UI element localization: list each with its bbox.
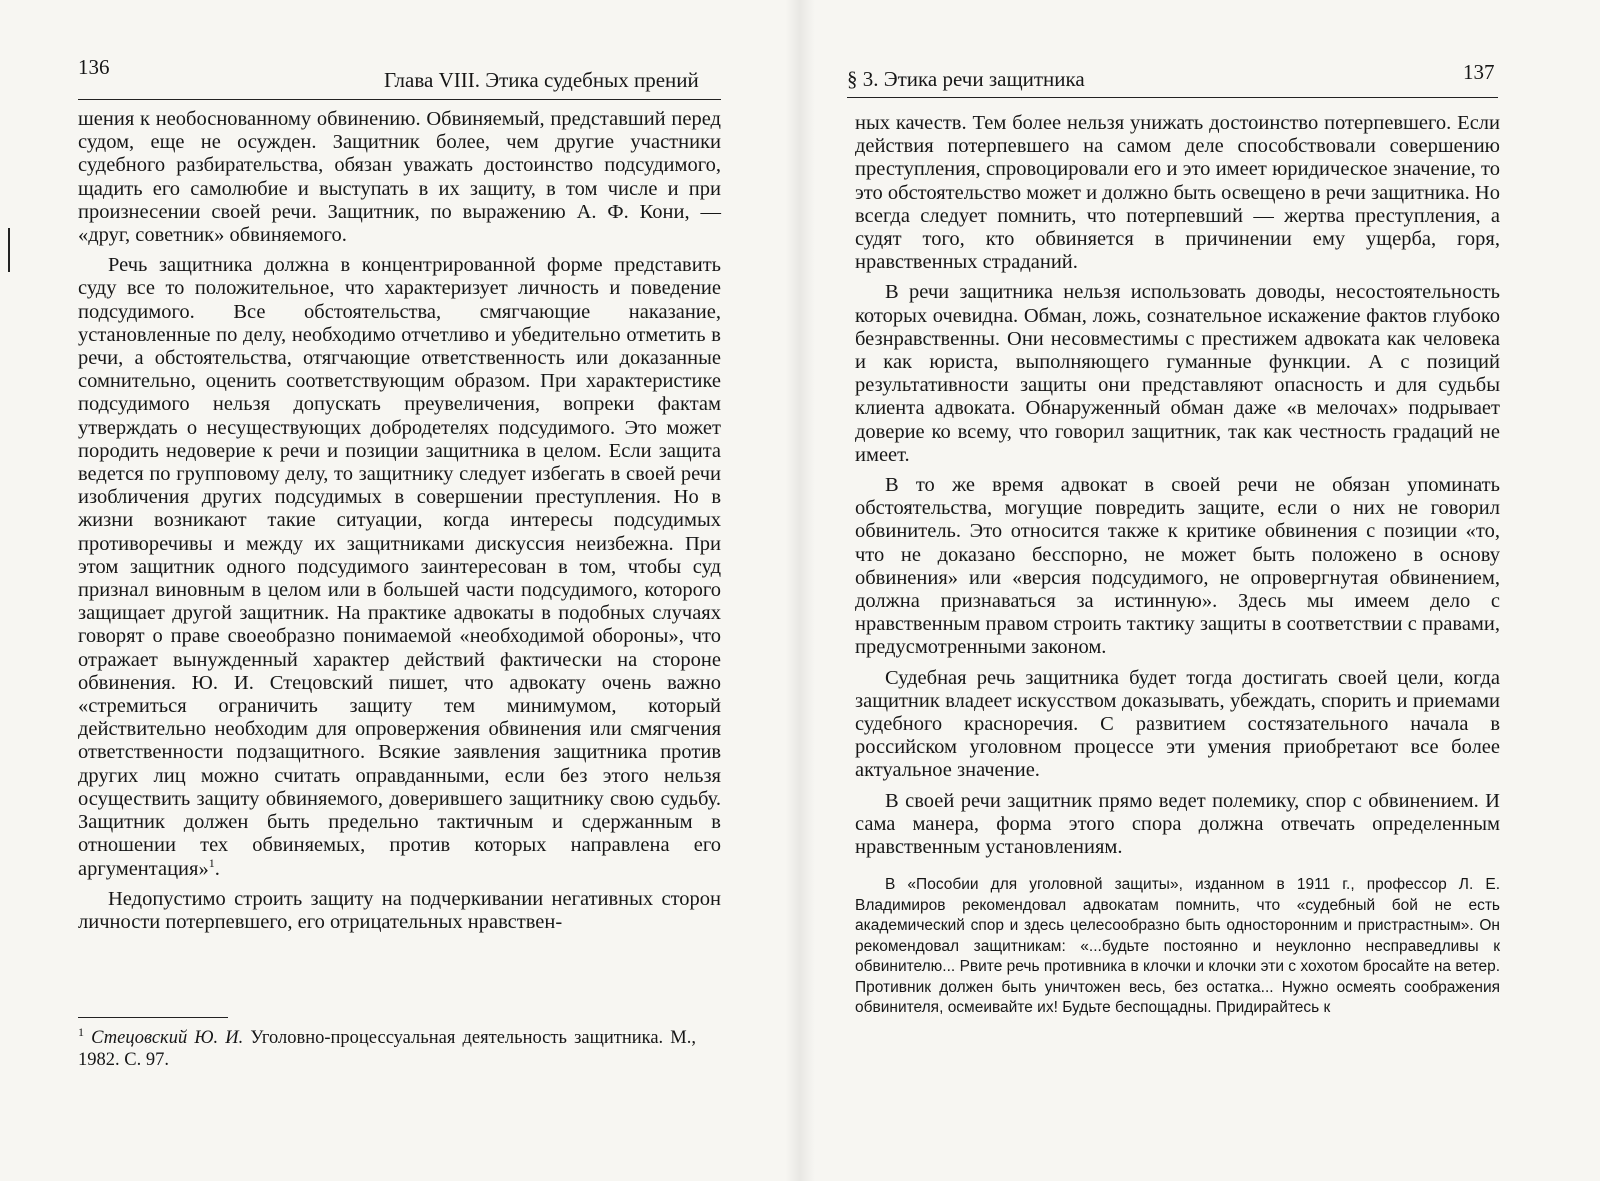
footnote-number: 1 xyxy=(78,1024,84,1039)
right-paragraph-2: В речи защитника нельзя использовать доводы, несостоятельность которых очевидна. Обман, ложь, сознательное искажение фактов глубоко безнравственны. Они несовместимы с престижем адвоката как человека и как юриста, выполняющего гуманные функции. А с позиций результативности защиты они представляют опасность и для судьбы клиента адвоката. Обнаруженный обман даже «в мелочах» подрывает доверие ко всему, что говорил защитник, так как честность градаций не имеет. xyxy=(855,281,1500,466)
footnote xyxy=(78,1024,697,1071)
scan-edge-mark xyxy=(8,228,10,272)
footnote-marker: 1 xyxy=(208,855,215,870)
right-small-print-paragraph: В «Пособии для уголовной защиты», изданном в 1911 г., профессор Л. Е. Владимиров рекомендовал адвокатам помнить, что «судебный бой не есть академический спор и здесь целесообразно быть односторонним и пристрастным». Он рекомендовал защитникам: «...будьте постоянно и неуклонно несправедливы к обвинителю... Рвите речь противника в клочки и клочки эти с хохотом бросайте на ветер. Противник должен быть уничтожен весь, без остатка... Нужно осмеять соображения обвинителя, осмеивайте их! Будьте беспощадны. Придирайтесь к xyxy=(855,876,1500,1017)
footnote-text: Уголовно-процессуальная деятельность защитника. М., 1982. С. 97. xyxy=(78,1028,697,1070)
left-paragraph-3: Недопустимо строить защиту на подчеркивании негативных сторон личности потерпевшего, его отрицательных нравствен- xyxy=(78,887,721,933)
left-body-text xyxy=(78,108,721,934)
footnote-author: Стецовский Ю. И. xyxy=(91,1028,244,1048)
right-paragraph-5: В своей речи защитник прямо ведет полемику, спор с обвинением. И сама манера, форма этого спора должна отвечать определенным нравственным установлениям. xyxy=(855,789,1500,859)
footnote-rule xyxy=(78,1017,228,1018)
right-paragraph-1: ных качеств. Тем более нельзя унижать достоинство потерпевшего. Если действия потерпевшего на самом деле способствовали совершению преступления, спровоцировали его и это имеет юридическое значение, то это обстоятельство может и должно быть освещено в речи защитника. Но всегда следует помнить, что потерпевший — жертва преступления, а судят того, кто обвиняется в причинении ему ущерба, горя, нравственных страданий. xyxy=(855,112,1500,274)
left-paragraph-1: шения к необоснованному обвинению. Обвиняемый, представший перед судом, еще не осужден. Защитник более, чем другие участники судебного разбирательства, обязан уважать достоинство подсудимого, щадить его самолюбие и выступать в их защиту, в том числе и при произнесении своей речи. Защитник, по выражению А. Ф. Кони, — «друг, советник» обвиняемого. xyxy=(78,108,721,247)
right-running-head: § 3. Этика речи защитника xyxy=(847,67,1085,91)
right-body-text xyxy=(855,112,1500,1019)
right-page-number: 137 xyxy=(1463,60,1495,84)
right-paragraph-3: В то же время адвокат в своей речи не обязан упоминать обстоятельства, могущие повредить защите, если о них не говорил обвинитель. Это относится также к критике обвинения с позиции «то, что не доказано бесспорно, не может быть положено в основу обвинения» или «версия подсудимого, не опровергнутая обвинением, должна признаваться за истинную». Здесь мы имеем дело с нравственным правом строить тактику защиты в соответствии с правами, предусмотренными законом. xyxy=(855,474,1500,659)
left-paragraph-2: Речь защитника должна в концентрированной форме представить суду все то положительное, что характеризует личность и поведение подсудимого. Все обстоятельства, смягчающие наказание, установленные по делу, необходимо отчетливо и убедительно отметить в речи, а обстоятельства, отягчающие ответственность или доказанные сомнительно, оценить соответствующим образом. При характеристике подсудимого нельзя допускать преувеличения, вопреки фактам утверждать о несуществующих добродетелях подсудимого. Это может породить недоверие к речи и позиции защитника в целом. Если защита ведется по групповому делу, то защитнику следует избегать в своей речи изобличения других подсудимых в совершении преступления. Но в жизни возникают такие ситуации, когда интересы подсудимых противоречивы и между их защитниками дискуссия неизбежна. При этом защитник одного подсудимого заинтересован в том, чтобы суд признал виновным в целом или в большей части подсудимого, которого защищает другой защитник. На практике адвокаты в подобных случаях говорят о праве своеобразно понимаемой «необходимой обороны», что отражает вынужденный характер действий фактически на стороне обвинения. Ю. И. Стецовский пишет, что адвокату очень важно «стремиться ограничить защиту тем минимумом, который действительно необходим для опровержения обвинения или смягчения ответственности подзащитного. Всякие заявления защитника против других лиц можно считать оправданными, если без этого нельзя осуществить защиту обвиняемого, доверившего защитнику свою судьбу. Защитник должен быть предельно тактичным и сдержанным в отношении тех обвиняемых, против которых направлена его аргументация»$^1$. xyxy=(78,254,721,880)
left-header-rule xyxy=(78,99,721,100)
left-running-head: Глава VIII. Этика судебных прений xyxy=(384,68,699,92)
right-page xyxy=(800,0,1600,1181)
right-header-rule xyxy=(847,97,1498,98)
left-page-number: 136 xyxy=(78,55,110,79)
right-paragraph-4: Судебная речь защитника будет тогда достигать своей цели, когда защитник владеет искусством доказывать, убеждать, спорить и приемами судебного красноречия. С развитием состязательного начала в российском уголовном процессе эти умения приобретают все более актуальное значение. xyxy=(855,666,1500,782)
left-page xyxy=(0,0,790,1181)
